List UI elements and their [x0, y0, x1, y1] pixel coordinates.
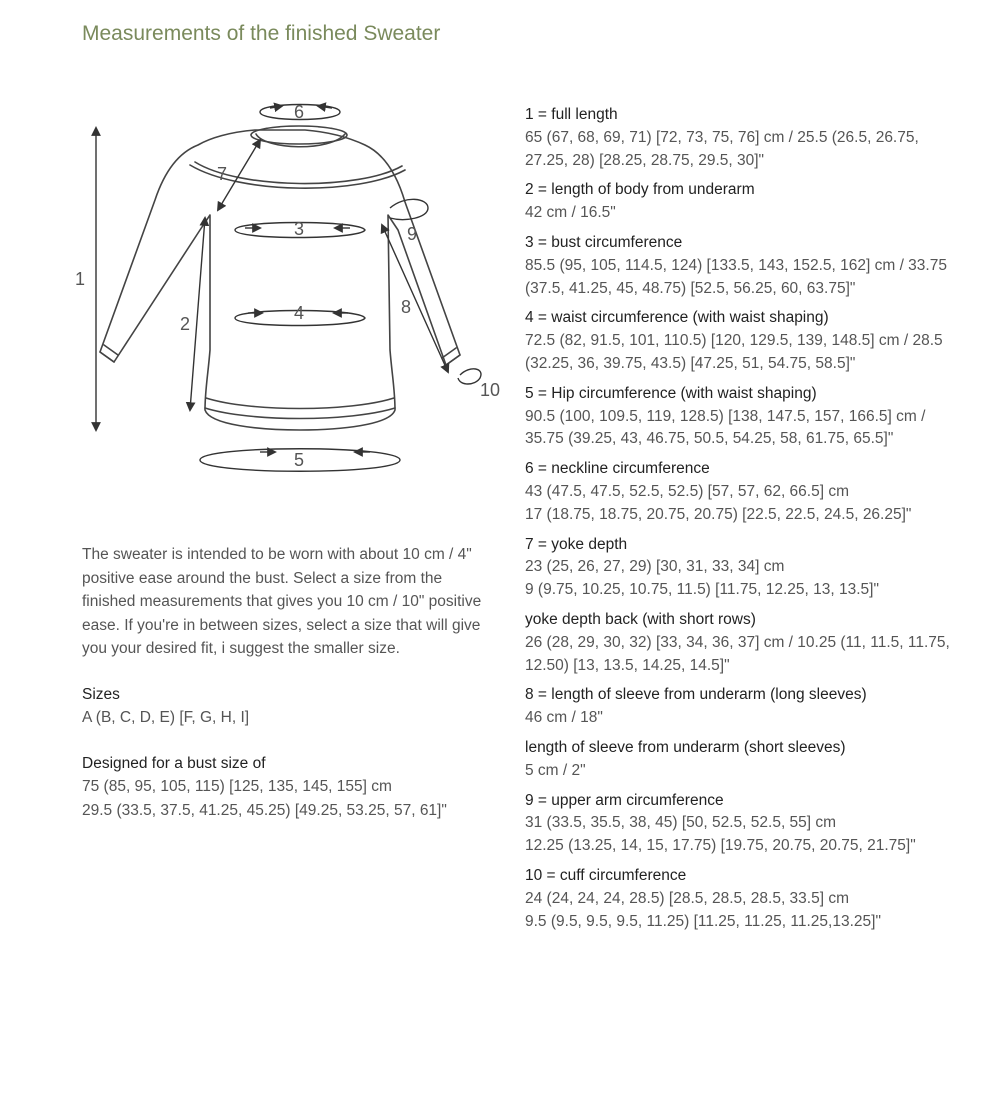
measurement-heading: 5 = Hip circumference (with waist shaping)	[525, 384, 817, 402]
measurement-item	[525, 104, 955, 172]
sizes-block	[82, 683, 482, 730]
measurement-value: 5 cm / 2"	[525, 761, 586, 779]
label-5: 5	[293, 450, 305, 470]
measurement-item	[525, 534, 955, 602]
intro-text: The sweater is intended to be worn with about 10 cm / 4" positive ease around the bust. Select a size from the finished measurements that gives you 10 cm / 10" positive ease. If you're in between sizes, select a size that will give you your desired fit, i suggest the smaller size.	[82, 546, 482, 657]
measurement-heading: 4 = waist circumference (with waist shaping)	[525, 309, 829, 327]
measurement-item	[525, 179, 955, 225]
label-7: 7	[216, 164, 228, 184]
measurement-item	[525, 609, 955, 677]
measurement-heading: length of sleeve from underarm (short sleeves)	[525, 738, 846, 756]
label-10: 10	[479, 380, 501, 400]
left-column	[82, 543, 482, 822]
measurement-item	[525, 458, 955, 526]
measurement-item	[525, 684, 955, 730]
bust-design-heading: Designed for a bust size of	[82, 754, 266, 772]
measurement-value: 31 (33.5, 35.5, 38, 45) [50, 52.5, 52.5, 55] cm 12.25 (13.25, 14, 15, 17.75) [19.75, 20.75, 20.75, 21.75]"	[525, 814, 916, 855]
measurement-value: 85.5 (95, 105, 114.5, 124) [133.5, 143, 152.5, 162] cm / 33.75 (37.5, 41.25, 45, 48.75) [52.5, 56.25, 60, 63.75]"	[525, 256, 947, 297]
measurement-item	[525, 383, 955, 451]
measurement-heading: yoke depth back (with short rows)	[525, 610, 756, 628]
measurement-item	[525, 790, 955, 858]
label-4: 4	[293, 303, 305, 323]
bust-design-value: 75 (85, 95, 105, 115) [125, 135, 145, 155] cm 29.5 (33.5, 37.5, 41.25, 45.25) [49.25, 53.25, 57, 61]"	[82, 778, 447, 819]
measurement-heading: 1 = full length	[525, 106, 618, 123]
bust-design-block	[82, 752, 482, 823]
measurement-value: 90.5 (100, 109.5, 119, 128.5) [138, 147.5, 157, 166.5] cm / 35.75 (39.25, 43, 46.75, 50.5, 54.25, 58, 61.75, 65.5]"	[525, 407, 926, 448]
measurement-heading: 10 = cuff circumference	[525, 866, 687, 884]
measurement-heading: 9 = upper arm circumference	[525, 791, 724, 809]
sizes-heading: Sizes	[82, 685, 120, 703]
measurement-value: 46 cm / 18"	[525, 709, 603, 727]
page-title: Measurements of the finished Sweater	[82, 22, 441, 45]
measurement-value: 23 (25, 26, 27, 29) [30, 31, 33, 34] cm 9 (9.75, 10.25, 10.75, 11.5) [11.75, 12.25, 13, 13.5]"	[525, 558, 879, 599]
measurement-value: 65 (67, 68, 69, 71) [72, 73, 75, 76] cm / 25.5 (26.5, 26.75, 27.25, 28) [28.25, 28.75, 29.5, 30]"	[525, 128, 919, 169]
measurement-value: 24 (24, 24, 24, 28.5) [28.5, 28.5, 28.5, 33.5] cm 9.5 (9.5, 9.5, 9.5, 11.25) [11.25, 11.25, 11.25,13.25]"	[525, 889, 881, 930]
label-3: 3	[293, 219, 305, 239]
measurement-value: 43 (47.5, 47.5, 52.5, 52.5) [57, 57, 62, 66.5] cm 17 (18.75, 18.75, 20.75, 20.75) [22.5, 22.5, 24.5, 26.25]"	[525, 482, 912, 523]
measurement-item	[525, 737, 955, 783]
hem-band	[205, 408, 395, 419]
measurement-heading: 7 = yoke depth	[525, 535, 628, 553]
label-9: 9	[406, 224, 418, 244]
measurement-item	[525, 307, 955, 375]
sizes-value: A (B, C, D, E) [F, G, H, I]	[82, 709, 250, 726]
measurement-value: 42 cm / 16.5"	[525, 204, 616, 222]
label-8: 8	[400, 297, 412, 317]
measurement-heading: 2 = length of body from underarm	[525, 181, 755, 199]
measurement-item	[525, 232, 955, 300]
sweater-schematic	[60, 90, 520, 490]
label-6: 6	[293, 102, 305, 122]
measurement-heading: 6 = neckline circumference	[525, 460, 710, 478]
label-2: 2	[179, 314, 191, 334]
label-1: 1	[74, 269, 86, 289]
measurement-item	[525, 865, 955, 933]
measurement-value: 72.5 (82, 91.5, 101, 110.5) [120, 129.5, 139, 148.5] cm / 28.5 (32.25, 36, 39.75, 43.5) [47.25, 51, 54.75, 58.5]"	[525, 332, 943, 372]
measurement-heading: 8 = length of sleeve from underarm (long sleeves)	[525, 686, 867, 704]
measurement-value: 26 (28, 29, 30, 32) [33, 34, 36, 37] cm / 10.25 (11, 11.5, 11.75, 12.50) [13, 13.5, 14.25, 14.5]"	[525, 633, 950, 674]
measurement-heading: 3 = bust circumference	[525, 233, 683, 251]
measurements-list	[525, 104, 955, 940]
